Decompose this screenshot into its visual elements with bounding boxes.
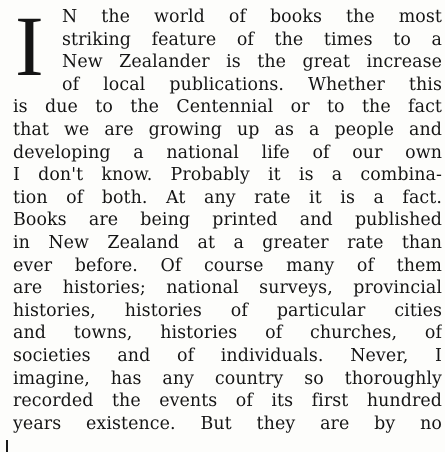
- article-line: I don't know. Probably it is a combina-: [13, 165, 442, 186]
- article-line: Books are being printed and published: [13, 210, 442, 231]
- article-line: tion of both. At any rate it is a fact.: [13, 187, 442, 208]
- article-line: in New Zealand at a greater rate than: [13, 232, 442, 253]
- drop-cap-letter: I: [15, 0, 44, 94]
- article-line: ever before. Of course many of them: [13, 255, 442, 276]
- article-body: [13, 0, 442, 435]
- article-line: is due to the Centennial or to the fact: [13, 97, 442, 118]
- article-line: societies and of individuals. Never, I: [13, 345, 442, 366]
- article-line: histories, histories of particular cities: [13, 300, 442, 321]
- article-line: striking feature of the times to a: [62, 29, 442, 50]
- article-line: of local publications. Whether this: [62, 74, 442, 95]
- article-line: that we are growing up as a people and: [13, 119, 442, 140]
- column-rule: [6, 440, 8, 452]
- article-line: imagine, has any country so thoroughly: [13, 368, 442, 389]
- article-line: recorded the events of its first hundred: [13, 391, 442, 412]
- article-line: and towns, histories of churches, of: [13, 323, 442, 344]
- article-line: years existence. But they are by no: [13, 413, 442, 434]
- article-line: N the world of books the most: [62, 7, 442, 27]
- article-line: are histories; national surveys, provincial: [13, 278, 442, 299]
- article-line: developing a national life of our own: [13, 142, 442, 163]
- article-line: New Zealander is the great increase: [62, 52, 442, 73]
